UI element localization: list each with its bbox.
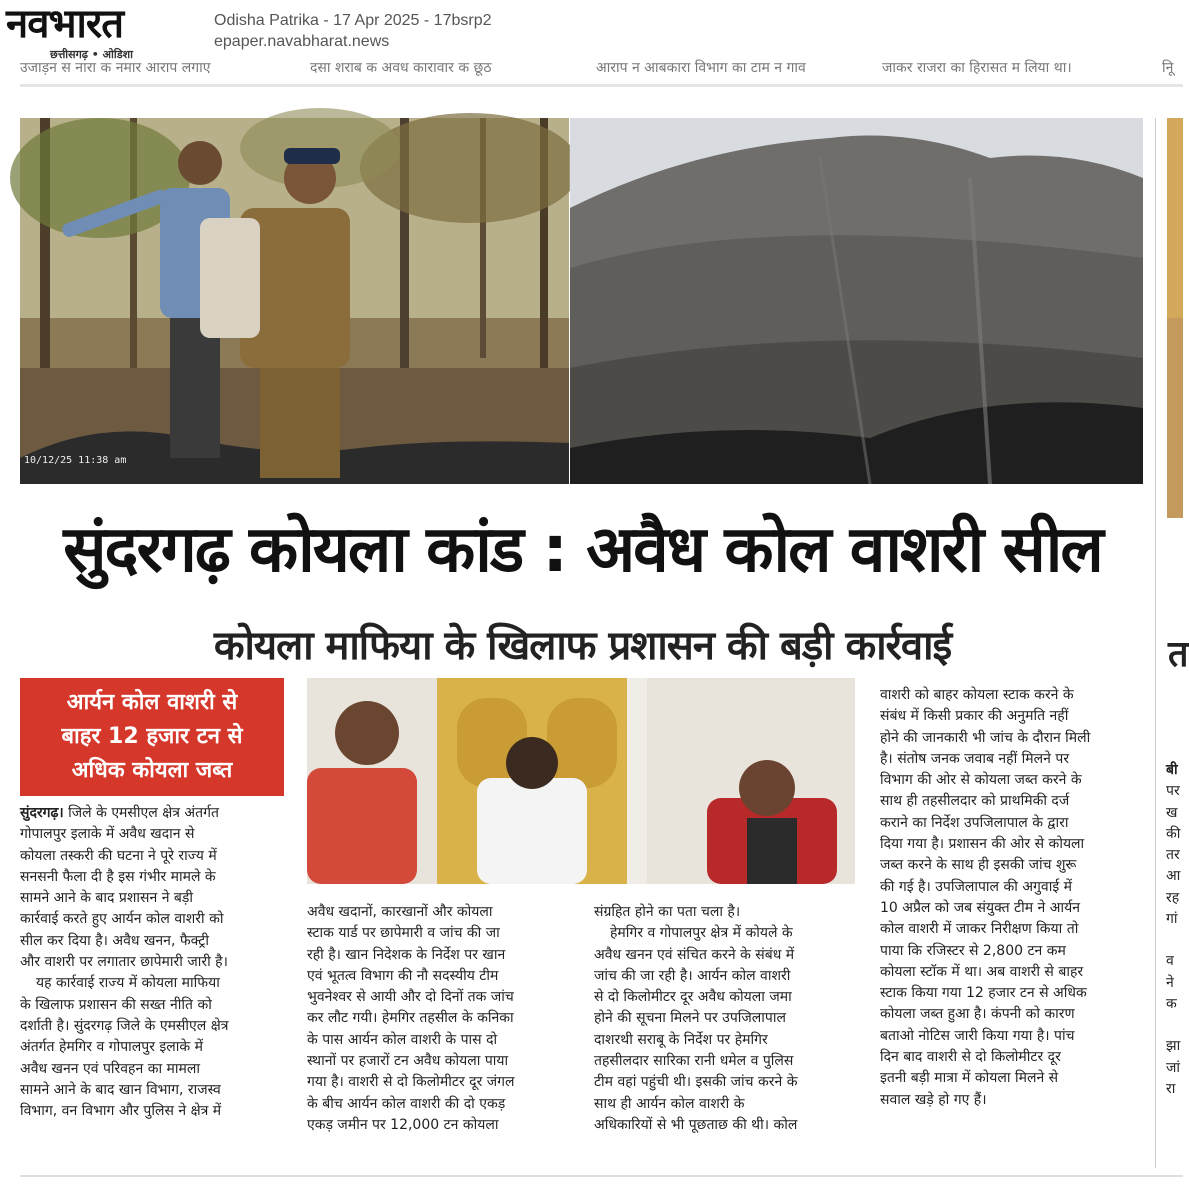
article-line: की गई है। उपजिलापाल की अगुवाई में [880, 878, 1073, 895]
washery-seal-photo [307, 678, 855, 884]
adjacent-line: ने [1166, 974, 1174, 991]
article-line: कोयला तस्करी की घटना ने पूरे राज्य में [20, 847, 217, 864]
article-line: दिन बाद वाशरी से दो किलोमीटर दूर [880, 1049, 1061, 1066]
adjacent-line: आ [1166, 868, 1181, 885]
adjacent-line: तर [1166, 847, 1180, 864]
article-line: जांच की जा रही है। आर्यन कोल वाशरी [594, 967, 791, 984]
adjacent-headline-fragment: त [1168, 634, 1189, 675]
article-line: पाया कि रजिस्टर से 2,800 टन कम [880, 942, 1066, 959]
strip-text: आराप न आबकारा विभाग का टाम न गाव [596, 60, 806, 76]
article-line: कार्रवाई करते हुए आर्यन कोल वाशरी को [20, 911, 224, 928]
adjacent-line: की [1166, 825, 1181, 842]
article-line: गोपालपुर इलाके में अवैध खदान से [20, 826, 195, 843]
adjacent-line: रह [1166, 889, 1180, 906]
masthead-logo [6, 1, 198, 62]
article-line: विभाग की ओर से कोयला जब्त करने के [880, 772, 1082, 789]
article-line: के बीच आर्यन कोल वाशरी की दो एकड़ [307, 1095, 506, 1112]
article-line: भुवनेश्वर से आयी और दो दिनों तक जांच [307, 989, 514, 1006]
article-line: सील कर दिया है। अवैध खनन, फैक्ट्री [20, 932, 209, 949]
article-line: तहसीलदार सारिका रानी धमेल व पुलिस [594, 1053, 794, 1070]
article-line: कर लौट गयी। हेमगिर तहसील के कनिका [307, 1010, 514, 1027]
article-line: अवैध खनन एवं परिवहन का मामला [20, 1060, 201, 1077]
officials-inspection-photo [20, 118, 569, 484]
article-line: बताओ नोटिस जारी किया गया है। पांच [880, 1027, 1075, 1044]
article-line: संबंध में किसी प्रकार की अनुमति नहीं [880, 708, 1069, 725]
article-line: कराने का निर्देश उपजिलापाल के द्वारा [880, 814, 1069, 831]
adjacent-line: रा [1166, 1080, 1176, 1097]
highlight-line: अधिक कोयला जब्त [71, 758, 233, 783]
article-line: कोयला स्टॉक में था। अब वाशरी से बाहर [880, 963, 1084, 980]
article-line: गया है। वाशरी से दो किलोमीटर दूर जंगल [307, 1074, 515, 1091]
article-line: टीम वहां पहुंची थी। इसकी जांच करने के [594, 1074, 798, 1091]
adjacent-line: जां [1166, 1059, 1181, 1076]
dateline: सुंदरगढ़। [20, 805, 64, 821]
article-line: सामने आने के बाद खान विभाग, राजस्व [20, 1081, 221, 1098]
adjacent-line: गां [1166, 911, 1178, 928]
article-line: कोल वाशरी में जाकर निरीक्षण किया तो [880, 921, 1079, 938]
article-line: हेमगिर व गोपालपुर क्षेत्र में कोयले के [610, 925, 793, 942]
article-line: जब्त करने के साथ ही इसकी जांच शुरू [880, 857, 1077, 874]
source-url: epaper.navabharat.news [214, 33, 390, 50]
adjacent-story-photo [1167, 118, 1183, 518]
article-line: अवैध खनन एवं संचित करने के संबंध में [594, 946, 795, 963]
article-line: से दो किलोमीटर दूर अवैध कोयला जमा [594, 989, 792, 1006]
adjacent-line [1166, 930, 1183, 951]
article-column-2 [307, 902, 571, 1136]
article-line: होने की सूचना मिलने पर उपजिलापाल [594, 1010, 786, 1027]
adjacent-line: झा [1166, 1038, 1181, 1055]
article-line: और वाशरी पर लगातार छापेमारी जारी है। [20, 954, 228, 971]
highlight-line: बाहर 12 हजार टन से [61, 724, 243, 749]
adjacent-line: पर [1166, 783, 1180, 800]
article-line: स्थानों पर हजारों टन अवैध कोयला पाया [307, 1053, 509, 1070]
masthead-subtitle: छत्तीसगढ़ • ओडिशा [50, 48, 133, 61]
article-line: यह कार्रवाई राज्य में कोयला माफिया [36, 975, 220, 992]
article-line: अधिकारियों से भी पूछताछ की थी। कोल [594, 1116, 798, 1133]
coal-heap-photo [570, 118, 1143, 484]
article-line: 10 अप्रैल को जब संयुक्त टीम ने आर्यन [880, 899, 1080, 916]
photo-timestamp: 10/12/25 11:38 am [24, 455, 127, 466]
adjacent-line [1166, 1015, 1183, 1036]
strip-text: नूि [1162, 60, 1174, 76]
article-line: इतनी बड़ी मात्रा में कोयला मिलने से [880, 1070, 1059, 1087]
article-line: स्टाक किया गया 12 हजार टन से अधिक [880, 985, 1087, 1002]
previous-story-strip [0, 58, 1183, 82]
article-line: वाशरी को बाहर कोयला स्टाक करने के [880, 687, 1074, 703]
adjacent-line: व [1166, 953, 1174, 970]
article-line: एवं भूतत्व विभाग की नौ सदस्यीय टीम [307, 967, 499, 984]
column-divider [1155, 118, 1156, 1168]
adjacent-line: ख [1166, 804, 1178, 821]
article-line: सवाल खड़े हो गए हैं। [880, 1091, 987, 1108]
article-line: साथ ही तहसीलदार को प्राथमिकी दर्ज [880, 793, 1070, 810]
article-line: स्टाक यार्ड पर छापेमारी व जांच की जा [307, 925, 500, 942]
page-bottom-rule [20, 1175, 1183, 1177]
adjacent-column-fragment [1166, 760, 1183, 1100]
strip-text: जाकर राजरा का हिरासत म लिया था। [882, 60, 1072, 76]
article-line: एकड़ जमीन पर 12,000 टन कोयला [307, 1116, 499, 1133]
article-line: के पास आर्यन कोल वाशरी के पास दो [307, 1031, 498, 1048]
masthead-title: नवभारत [6, 1, 124, 47]
article-line: संग्रहित होने का पता चला है। [594, 904, 741, 920]
article-line: साथ ही आर्यन कोल वाशरी के [594, 1095, 745, 1112]
strip-text: दसा शराब क अवध कारावार क छूठ [310, 60, 492, 76]
article-line: दाशरथी सराबू के निर्देश पर हेमगिर [594, 1031, 768, 1048]
adjacent-line: क [1166, 995, 1177, 1012]
highlight-line: आर्यन कोल वाशरी से [66, 690, 238, 715]
article-line: दर्शाती है। सुंदरगढ़ जिले के एमसीएल क्षेत्र [20, 1017, 229, 1034]
highlight-box [20, 678, 284, 796]
article-line: अवैध खदानों, कारखानों और कोयला [307, 904, 493, 920]
article-line: के खिलाफ प्रशासन की सख्त नीति को [20, 996, 212, 1013]
article-line: कोयला जब्त हुआ है। कंपनी को कारण [880, 1006, 1075, 1023]
article-line: सनसनी फैला दी है इस गंभीर मामले के [20, 868, 216, 885]
article-line: सामने आने के बाद प्रशासन ने बड़ी [20, 890, 194, 907]
article-line: जिले के एमसीएल क्षेत्र अंतर्गत [68, 805, 219, 821]
article-column-4 [880, 685, 1144, 1111]
article-line: है। संतोष जनक जवाब नहीं मिलने पर [880, 750, 1070, 767]
article-line: रही है। खान निदेशक के निर्देश पर खान [307, 946, 506, 963]
article-column-3 [594, 902, 858, 1136]
sub-headline: कोयला माफिया के खिलाफ प्रशासन की बड़ी कार्रवाई [213, 623, 952, 669]
article-line: विभाग, वन विभाग और पुलिस ने क्षेत्र में [20, 1103, 222, 1120]
article-column-1 [20, 803, 284, 1122]
main-headline: सुंदरगढ़ कोयला कांड : अवैध कोल वाशरी सील [63, 513, 1102, 587]
adjacent-line: बी [1166, 762, 1178, 778]
edition-label: Odisha Patrika - 17 Apr 2025 - 17bsrp2 [214, 12, 492, 29]
article-line: अंतर्गत हेमगिर व गोपालपुर इलाके में [20, 1039, 203, 1056]
strip-text: उजाड़न स नारा क नमार आराप लगाए [20, 60, 211, 76]
article-line: होने की जानकारी भी जांच के दौरान मिली [880, 729, 1091, 746]
article-line: दिया गया है। प्रशासन की ओर से कोयला [880, 836, 1085, 853]
header-divider [20, 84, 1183, 87]
